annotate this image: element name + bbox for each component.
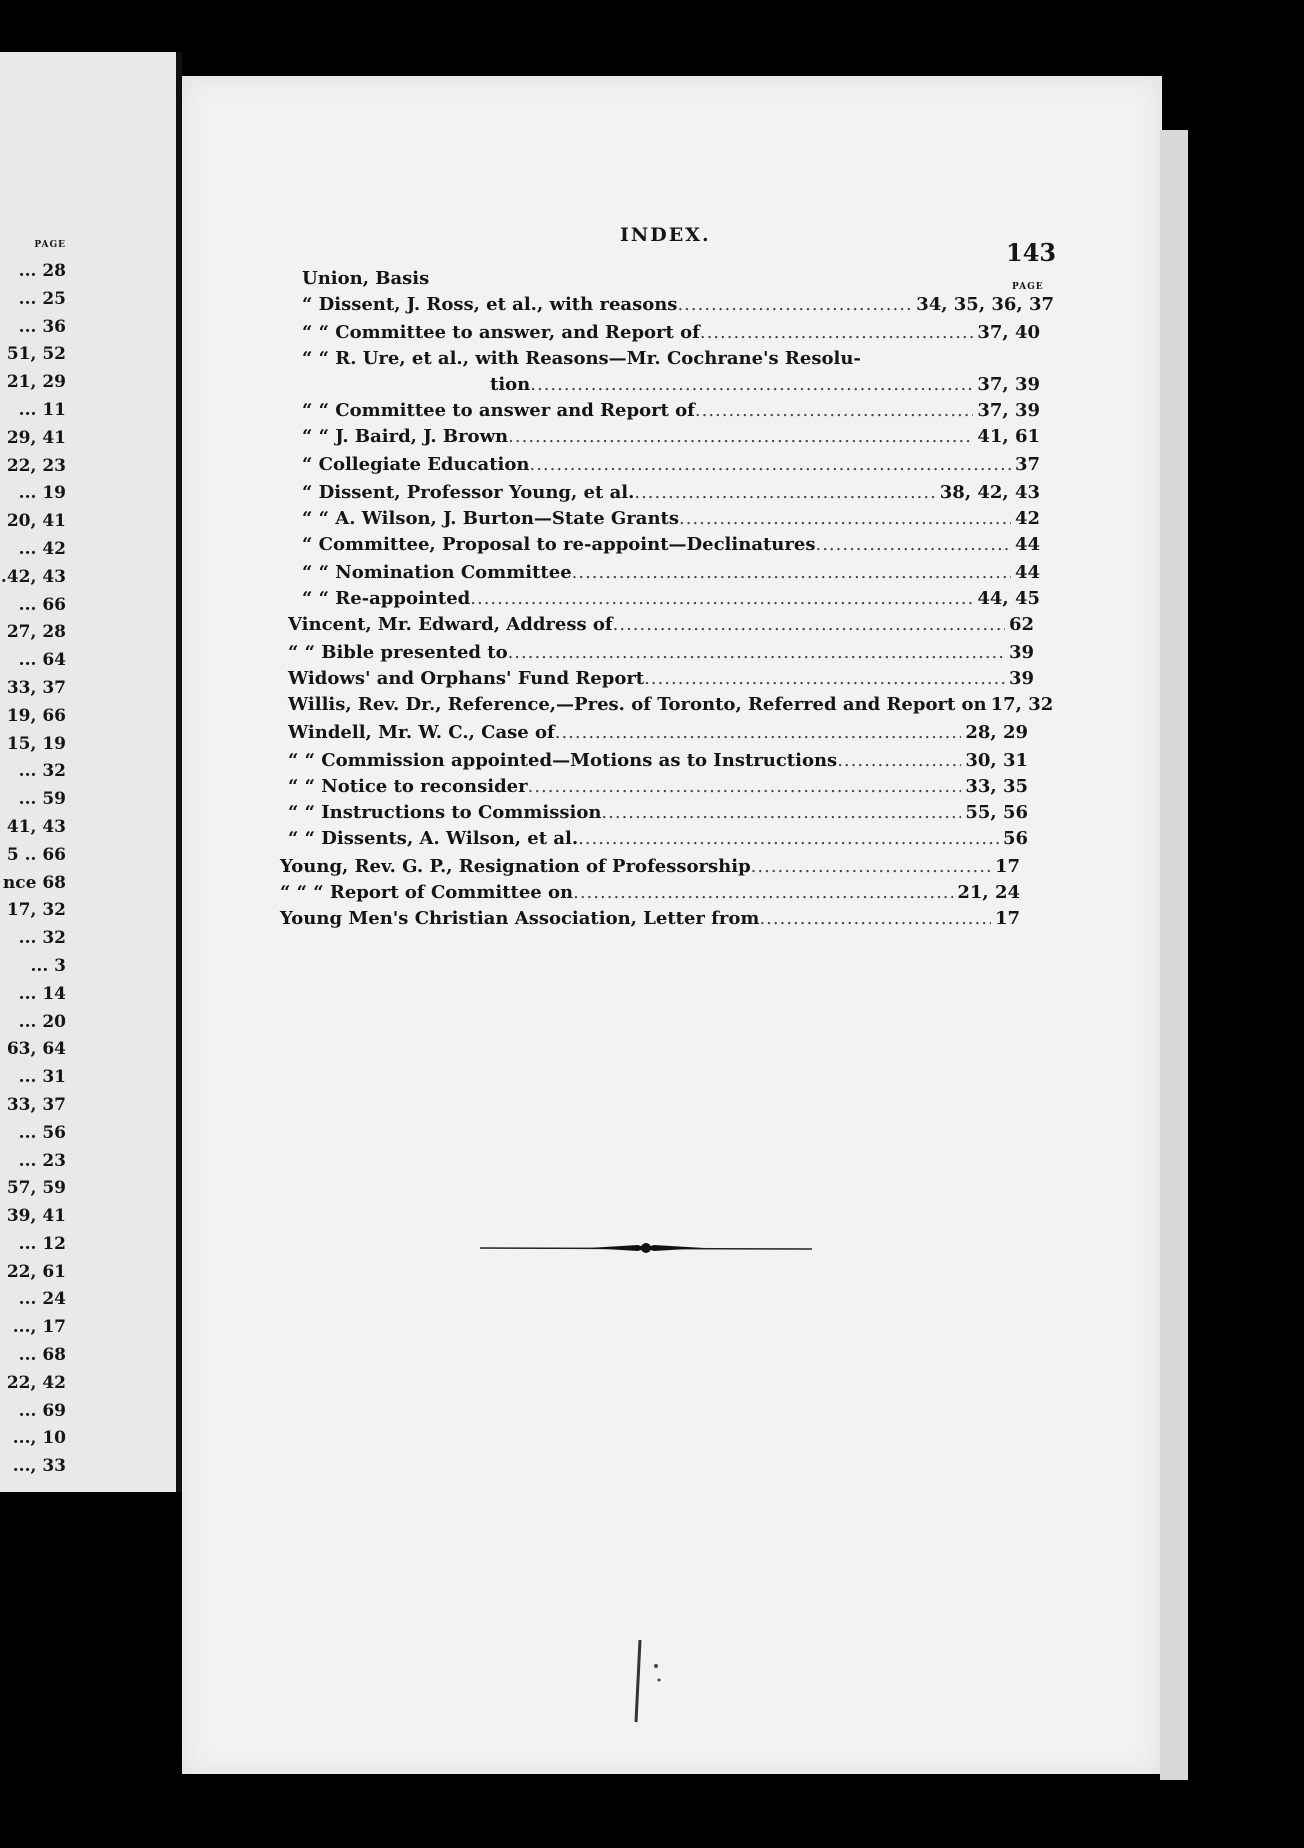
index-entry [302,266,1054,292]
page-edge [1160,130,1188,1780]
index-entry [490,372,1040,398]
left-page-number: ... 23 [18,1150,66,1171]
left-page-number: ..., 33 [12,1456,66,1477]
entry-pages: 56 [1002,828,1028,849]
left-page-number: ... 12 [18,1233,66,1254]
entry-pages: 28, 29 [965,722,1028,743]
left-page-number: ... 69 [18,1400,66,1421]
entry-pages: 44 [1014,534,1040,555]
entry-pages: 44 [1014,562,1040,583]
entry-pages: 41, 61 [977,426,1040,447]
index-entry [288,774,1028,800]
dot-leader [529,452,1010,478]
dot-leader [815,532,1010,558]
entry-text: “ “ Nomination Committee [302,562,572,583]
index-entry [302,452,1040,478]
dot-leader [578,826,999,852]
left-page-number: ..., 10 [12,1428,66,1449]
index-entry [302,346,1040,372]
dot-leader [700,320,974,346]
left-page-number: ... 19 [18,483,66,504]
left-page-number: ... 32 [18,928,66,949]
left-page-number: 17, 32 [6,900,66,921]
dot-leader [677,292,912,318]
index-entry [288,640,1034,666]
left-page-number: ... 32 [18,761,66,782]
left-page-number: 33, 37 [6,1094,66,1115]
left-page-number: 5 .. 66 [6,844,66,865]
dot-leader [837,748,961,774]
dot-leader [695,398,973,424]
entry-pages: 17 [994,856,1020,877]
dot-leader [613,612,1005,638]
entry-text: “ “ “ Report of Committee on [280,882,574,903]
left-page-number: 22, 23 [6,455,66,476]
left-page-number: ..., 17 [12,1317,66,1338]
entry-text: “ “ J. Baird, J. Brown [302,426,509,447]
entry-pages: 30, 31 [965,750,1028,771]
left-page-number: 22, 42 [6,1372,66,1393]
left-page-number: ... 59 [18,789,66,810]
dot-leader [508,640,1005,666]
left-page-number: ... 20 [18,1011,66,1032]
entry-pages: 17 [994,908,1020,929]
left-page-label: PAGE [34,240,66,250]
dot-leader [530,372,973,398]
index-entry [302,560,1040,586]
left-page-number: ... 64 [18,650,66,671]
index-entry [302,292,1054,318]
index-entry [288,612,1034,638]
left-page-number: nce 68 [2,872,66,893]
left-page-number: ... 36 [18,316,66,337]
page-number: 143 [1006,238,1057,267]
dot-leader [508,424,973,450]
index-entry [302,532,1040,558]
left-page-number: ... 31 [18,1067,66,1088]
entry-text: “ “ R. Ure, et al., with Reasons—Mr. Cochrane's Resolu- [302,348,861,369]
entry-text: “ “ Commission appointed—Motions as to Instructions [288,750,838,771]
entry-text: Young Men's Christian Association, Letter from [280,908,760,929]
entry-pages: 37 [1014,454,1040,475]
index-entry [288,692,1054,718]
entry-text: Vincent, Mr. Edward, Address of [288,614,613,635]
left-page-number: ... 28 [18,261,66,281]
index-entries [0,266,1060,986]
left-page-number: 33, 37 [6,677,66,698]
entry-text: Willis, Rev. Dr., Reference,—Pres. of Toronto, Referred and Report on [288,694,987,715]
entry-pages: 44, 45 [977,588,1040,609]
entry-text: Young, Rev. G. P., Resignation of Professorship [280,856,751,877]
entry-text: Widows' and Orphans' Fund Report [288,668,645,689]
entry-text: “ Dissent, Professor Young, et al. [302,482,635,503]
left-page-number: 41, 43 [6,816,66,837]
left-page-number: ... 66 [18,594,66,615]
entry-text: “ Collegiate Education [302,454,530,475]
dot-leader [751,854,991,880]
entry-pages: 39 [1008,642,1034,663]
index-entry [288,826,1028,852]
left-page-number: ... 42 [18,538,66,559]
entry-text: “ “ Dissents, A. Wilson, et al. [288,828,579,849]
left-page-number: 20, 41 [6,511,66,532]
left-page-number: ... 56 [18,1122,66,1143]
index-entry [288,666,1034,692]
dot-leader [573,880,953,906]
dot-leader [634,480,935,506]
entry-pages: 37, 39 [977,400,1040,421]
dot-leader [470,586,973,612]
left-page-number: ... 14 [18,983,66,1004]
index-entry [302,424,1040,450]
left-page-number: 29, 41 [6,427,66,448]
index-entry [302,506,1040,532]
index-entry [302,398,1040,424]
entry-pages: 33, 35 [965,776,1028,797]
index-entry [302,586,1040,612]
entry-text: Windell, Mr. W. C., Case of [288,722,555,743]
entry-pages: 62 [1008,614,1034,635]
index-entry [288,720,1028,746]
entry-pages: 37, 39 [977,374,1040,395]
index-entry [288,800,1028,826]
entry-text: Union, Basis [302,268,430,289]
index-entry [280,906,1020,932]
entry-pages: 34, 35, 36, 37 [916,294,1054,315]
left-page-number: 27, 28 [6,622,66,643]
left-page-number: 63, 64 [6,1039,66,1060]
dot-leader [644,666,1005,692]
left-page-number: 51, 52 [6,344,66,365]
entry-text: “ “ Re-appointed [302,588,471,609]
entry-text: “ “ Notice to reconsider [288,776,528,797]
entry-pages: 37, 40 [977,322,1040,343]
dot-leader [601,800,961,826]
entry-pages: 21, 24 [957,882,1020,903]
left-page-number: 39, 41 [6,1206,66,1227]
ink-smudge [626,1636,666,1726]
entry-text: “ Dissent, J. Ross, et al., with reasons [302,294,678,315]
entry-text: “ “ Bible presented to [288,642,508,663]
dot-leader [555,720,962,746]
entry-pages: 39 [1008,668,1034,689]
dot-leader [759,906,991,932]
page-title: INDEX. [620,224,711,246]
entry-text: “ “ Committee to answer and Report of [302,400,695,421]
left-page-number: ... 11 [18,399,66,420]
index-entry [280,854,1020,880]
entry-text: “ “ A. Wilson, J. Burton—State Grants [302,508,679,529]
left-page-number: 57, 59 [6,1178,66,1199]
index-entry [280,880,1020,906]
left-page-number: ... 24 [18,1289,66,1310]
left-page-number: 21, 29 [6,372,66,393]
left-page-number: ... 25 [18,288,66,309]
dot-leader [528,774,962,800]
index-entry [302,320,1040,346]
entry-pages: 17, 32 [990,694,1054,715]
left-page-number: 22, 61 [6,1261,66,1282]
index-entry [302,480,1040,506]
entry-text: “ “ Committee to answer, and Report of [302,322,700,343]
index-entry [288,748,1028,774]
entry-text: tion [490,374,531,395]
left-page-number: 15, 19 [6,733,66,754]
entry-pages: 55, 56 [965,802,1028,823]
page-column-label: PAGE [1012,282,1044,292]
dot-leader [679,506,1011,532]
ornament-rule [478,1236,814,1260]
dot-leader [572,560,1011,586]
entry-pages: 42 [1014,508,1040,529]
left-page-number: ... 68 [18,1345,66,1366]
left-page-number: 19, 66 [6,705,66,726]
entry-pages: 38, 42, 43 [939,482,1040,503]
entry-text: “ Committee, Proposal to re-appoint—Declinatures [302,534,816,555]
entry-text: “ “ Instructions to Commission [288,802,602,823]
left-page-number: ... 3 [30,955,66,976]
left-page-number: .42, 43 [0,566,66,587]
